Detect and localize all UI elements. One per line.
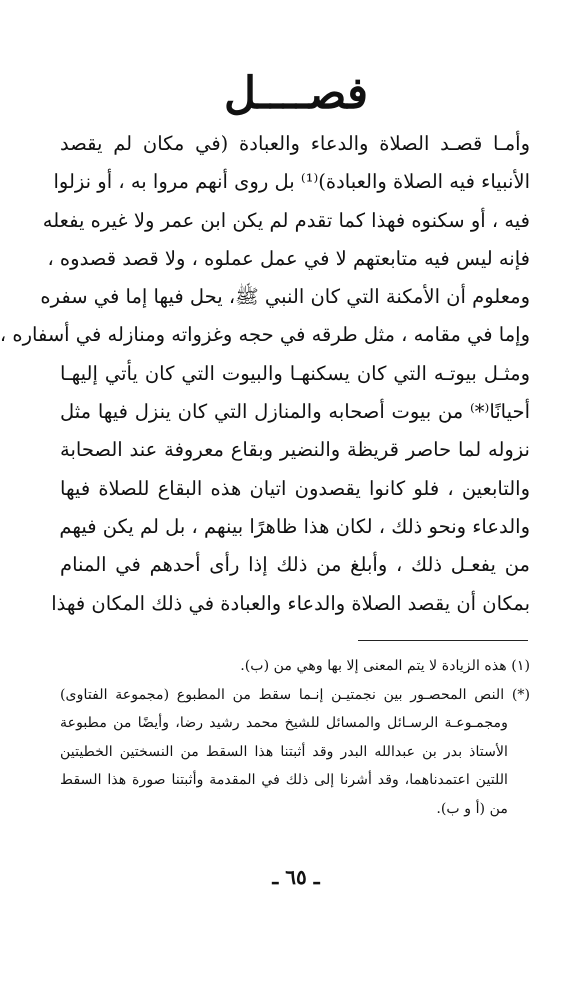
text-line: والدعاء ونحو ذلك ، لكان هذا ظاهرًا بينهم ، بل لم يكن فيهم (59, 514, 530, 538)
text-line: نزوله لما حاصر قريظة والنضير وبقاع معروفة عند الصحابة (60, 438, 530, 462)
footnote-line: (*) النص المحصـور بين نجمتيـن إنـما سقط من المطبوع (مجموعة الفتاوى) (60, 686, 530, 703)
footnote-line: من (أ و ب). (436, 800, 508, 817)
text-line: بمكان أن يقصد الصلاة والدعاء والعبادة في ذلك المكان فهذا (51, 591, 530, 615)
footnotes (60, 652, 530, 823)
text-line: وإما في مقامه ، مثل طرقه في حجه وغزواته ومنازله في أسفاره ، (0, 323, 530, 347)
text-line: والتابعين ، فلو كانوا يقصدون اتيان هذه البقاع للصلاة فيها (60, 476, 530, 500)
text-line: الأنبياء فيه الصلاة والعبادة)⁽¹⁾ بل روى أنهم مروا به ، أو نزلوا (53, 170, 530, 194)
text-line: أحيانًا⁽*⁾ من بيوت أصحابه والمنازل التي كان ينزل فيها مثل (60, 400, 530, 424)
footnote-divider (358, 640, 528, 641)
text-line: ومثـل بيوتـه التي كان يسكنهـا والبيوت التي كان يأتي إليهـا (60, 361, 530, 385)
footnote-line: ومجمـوعـة الرسـائل والمسائل للشيخ محمد رشيد رضا، وأيضًا من مطبوعة (60, 715, 508, 731)
footnote-line: (١) هذه الزيادة لا يتم المعنى إلا بها وهي من (ب). (240, 658, 530, 674)
main-text (0, 125, 530, 623)
text-line: فيه ، أو سكنوه فهذا كما تقدم لم يكن ابن عمر ولا غيره يفعله (42, 208, 530, 232)
text-line: وأمـا قصـد الصلاة والدعاء والعبادة (في مكان لم يقصد (60, 132, 530, 155)
text-line: ومعلوم أن الأمكنة التي كان النبي ﷺ، يحل فيها إما في سفره (40, 285, 530, 309)
page-number: ـ ٦٥ ـ (272, 865, 320, 889)
text-line: فإنه ليس فيه متابعتهم لا في عمل عملوه ، ولا قصد قصدوه ، (47, 246, 530, 270)
text-line: من يفعـل ذلك ، وأبلغ من ذلك إذا رأى أحدهم في المنام (60, 553, 530, 577)
section-heading: فصــــل (223, 68, 369, 119)
footnote-line: اللتين اعتمدناهما، وقد أشرنا إلى ذلك في المقدمة وأثبتنا صورة هذا السقط (60, 772, 508, 788)
footnote-line: الأستاذ بدر بن عبدالله البدر وقد أثبتنا هذا السقط من النسختين الخطيتين (60, 743, 508, 760)
